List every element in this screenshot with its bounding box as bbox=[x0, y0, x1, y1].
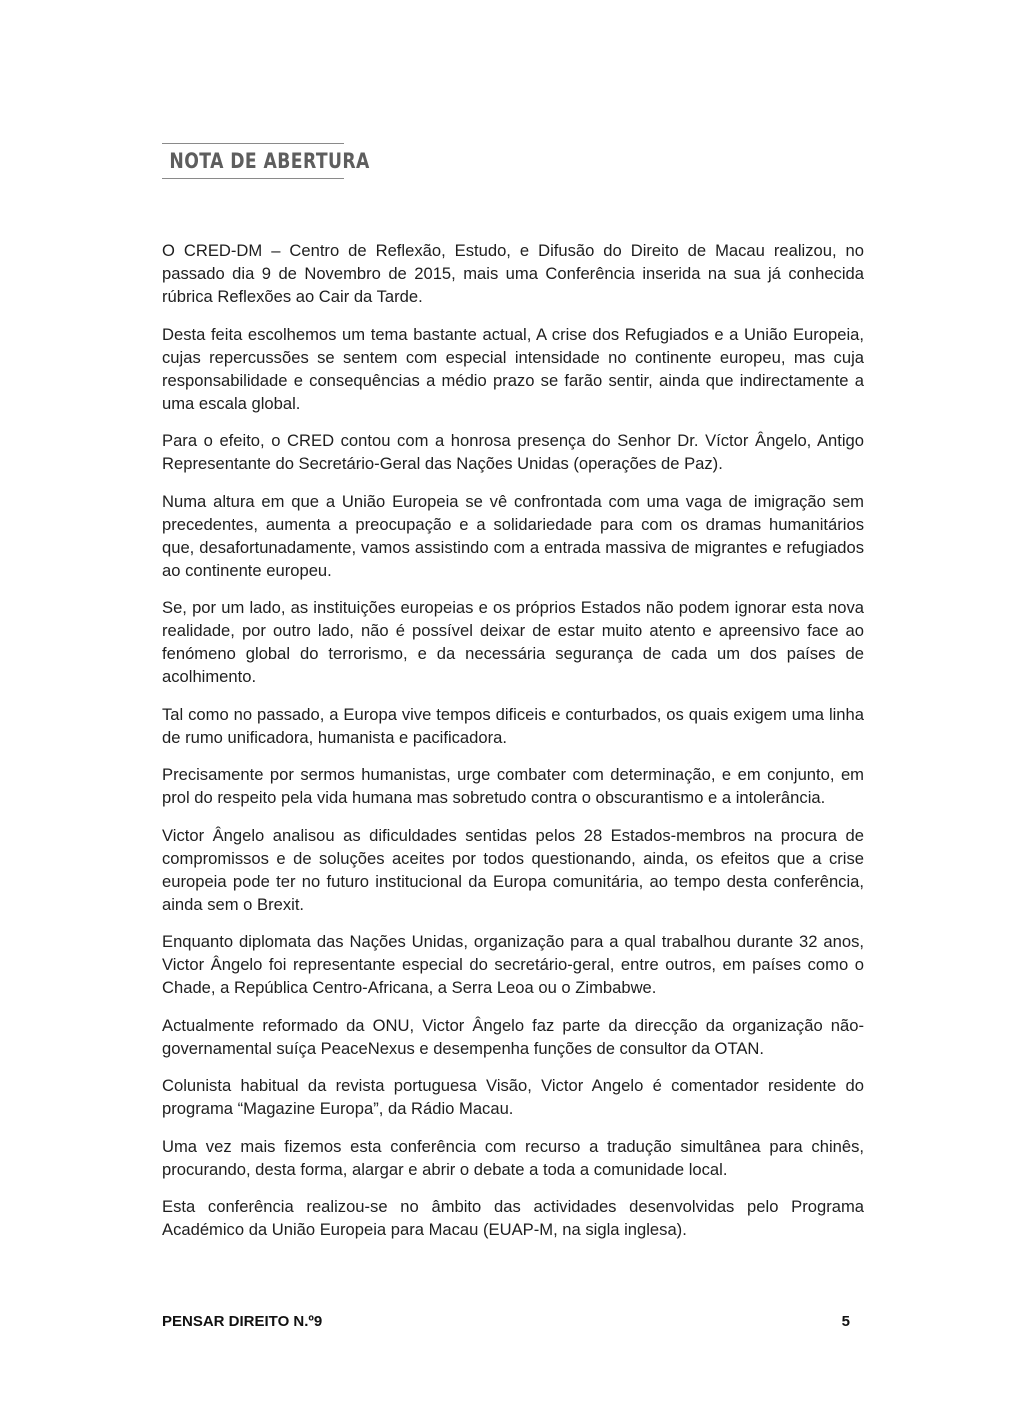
paragraph-5: Se, por um lado, as instituições europeias e os próprios Estados não podem ignorar esta nova realidade, por outro lado, não é possível deixar de estar muito atento e apreensivo face ao fenómeno global do terrorismo, e da necessária segurança de cada um dos países de acolhimento. bbox=[162, 598, 864, 686]
paragraph-10: Actualmente reformado da ONU, Victor Ângelo faz parte da direcção da organização não-governamental suíça PeaceNexus e desempenha funções de consultor da OTAN. bbox=[162, 1015, 864, 1058]
section-title: NOTA DE ABERTURA bbox=[169, 149, 370, 173]
paragraph-12: Uma vez mais fizemos esta conferência com recurso a tradução simultânea para chinês, procurando, desta forma, alargar e abrir o debate a toda a comunidade local. bbox=[162, 1136, 864, 1179]
paragraph-1: O CRED-DM – Centro de Reflexão, Estudo, e Difusão do Direito de Macau realizou, no passado dia 9 de Novembro de 2015, mais uma Conferência inserida na sua já conhecida rúbrica Reflexões ao Cair da Tarde. bbox=[162, 241, 864, 306]
paragraph-4: Numa altura em que a União Europeia se vê confrontada com uma vaga de imigração sem precedentes, aumenta a preocupação e a solidariedade para com os dramas humanitários que, desafortunadamente, vamos assistindo com a entrada massiva de migrantes e refugiados ao continente europeu. bbox=[162, 491, 864, 580]
paragraph-3: Para o efeito, o CRED contou com a honrosa presença do Senhor Dr. Víctor Ângelo, Antigo Representante do Secretário-Geral das Nações Unidas (operações de Paz). bbox=[162, 431, 864, 473]
paragraph-6: Tal como no passado, a Europa vive tempos dificeis e conturbados, os quais exigem uma linha de rumo unificadora, humanista e pacificadora. bbox=[162, 704, 864, 747]
publication-title: PENSAR DIREITO N.º9 bbox=[162, 1313, 323, 1330]
page-number: 5 bbox=[841, 1313, 850, 1330]
paragraph-8: Victor Ângelo analisou as dificuldades sentidas pelos 28 Estados-membros na procura de compromissos e de soluções aceites por todos questionando, ainda, os efeitos que a crise europeia pode ter no futuro institucional da Europa comunitária, ao tempo desta conferência, ainda sem o Brexit. bbox=[162, 825, 864, 914]
article-body bbox=[162, 239, 864, 1256]
paragraph-13: Esta conferência realizou-se no âmbito das actividades desenvolvidas pelo Programa Académico da União Europeia para Macau (EUAP-M, na sigla inglesa). bbox=[162, 1197, 864, 1239]
paragraph-7: Precisamente por sermos humanistas, urge combater com determinação, e em conjunto, em prol do respeito pela vida humana mas sobretudo contra o obscurantismo e a intolerância. bbox=[162, 765, 864, 807]
paragraph-2: Desta feita escolhemos um tema bastante actual, A crise dos Refugiados e a União Europeia, cujas repercussões se sentem com especial intensidade no continente europeu, mas cuja responsabilidade e consequências a médio prazo se farão sentir, ainda que indirectamente a uma escala global. bbox=[162, 324, 864, 413]
paragraph-9: Enquanto diplomata das Nações Unidas, organização para a qual trabalhou durante 32 anos, Victor Ângelo foi representante especial do secretário-geral, entre outros, em países como o Chade, a República Centro-Africana, a Serra Leoa ou o Zimbabwe. bbox=[162, 932, 864, 997]
section-header bbox=[162, 143, 370, 179]
paragraph-11: Colunista habitual da revista portuguesa Visão, Victor Angelo é comentador residente do programa “Magazine Europa”, da Rádio Macau. bbox=[162, 1076, 864, 1118]
page-footer bbox=[162, 1313, 850, 1330]
